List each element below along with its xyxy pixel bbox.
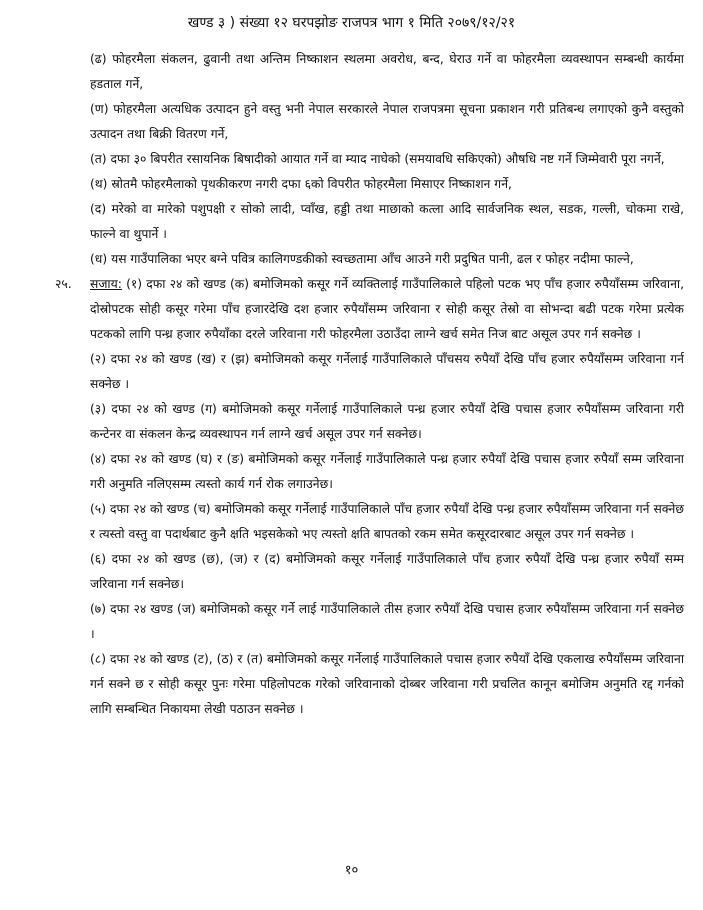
clause-dha: (ढ) फोहरमैला संकलन, ढुवानी तथा अन्तिम निष्काशन स्थलमा अवरोध, बन्द, घेराउ गर्ने वा फोहरमैला व्यवस्थापन सम्बन्धी कार्यमा हडताल गर्ने, <box>90 52 684 91</box>
section-25-subclause-3: (३) दफा २४ को खण्ड (ग) बमोजिमको कसूर गर्नेलाई गाउँपालिकाले पन्ध्र हजार रुपैयाँ देखि पचास हजार रुपैयाँसम्म जरिवाना गरी कन्टेनर वा संकलन केन्द्र व्यवस्थापन गर्न लाग्ने खर्च असूल उपर गर्न सक्नेछ। <box>90 402 684 441</box>
section-25 <box>55 272 684 347</box>
section-title: सजाय: <box>90 277 122 291</box>
page-number: १० <box>344 863 359 878</box>
clause-ta: (त) दफा ३० बिपरीत रसायनिक बिषादीको आयात गर्ने वा म्याद नाघेको (समयावधि सकिएको) औषधि नष्ट गर्ने जिम्मेवारी पूरा नगर्ने, <box>90 152 665 166</box>
section-number: २५. <box>55 277 72 291</box>
section-25-subclause-4: (४) दफा २४ को खण्ड (घ) र (ङ) बमोजिमको कसूर गर्नेलाई गाउँपालिकाले पन्ध्र हजार रुपैयाँ देखि पचास हजार रुपैयाँ सम्म जरिवाना गरी अनुमति नलिएसम्म त्यस्तो कार्य गर्न रोक लगाउनेछ। <box>90 452 684 491</box>
section-25-subclause-6: (६) दफा २४ को खण्ड (छ), (ज) र (द) बमोजिमको कसूर गर्नेलाई गाउँपालिकाले पाँच हजार रुपैयाँ देखि पन्ध्र हजार रुपैयाँ सम्म जरिवाना गर्न सक्नेछ। <box>90 552 684 591</box>
section-25-subclause-2: (२) दफा २४ को खण्ड (ख) र (झ) बमोजिमको कसूर गर्नेलाई गाउँपालिकाले पाँचसय रुपैयाँ देखि पाँच हजार रुपैयाँसम्म जरिवाना गर्न सक्नेछ । <box>90 352 684 391</box>
section-25-subclause-7: (७) दफा २४ खण्ड (ज) बमोजिमको कसूर गर्ने लाई गाउँपालिकाले तीस हजार रुपैयाँ देखि पचास हजार रुपैयाँसम्म जरिवाना गर्न सक्नेछ । <box>90 602 684 641</box>
section-25-subclause-8: (८) दफा २४ को खण्ड (ट), (ठ) र (त) बमोजिमको कसूर गर्नेलाई गाउँपालिकाले पचास हजार रुपैयाँ देखि एकलाख रुपैयाँसम्म जरिवाना गर्न सक्ने छ र सोही कसूर पुनः गरेमा पहिलोपटक गरेको जरिवानाको दोब्बर जरिवाना गरी प्रचलित कानून बमोजिम अनुमति रद्द गर्नको लागि सम्बन्धित निकायमा लेखी पठाउन सक्नेछ । <box>90 652 684 716</box>
clause-tha: (थ) स्रोतमै फोहरमैलाको पृथकीकरण नगरी दफा ६को विपरीत फोहरमैला मिसाएर निष्काशन गर्ने, <box>90 177 512 191</box>
gazette-header: खण्ड ३ ) संख्या १२ घरपझोङ राजपत्र भाग १ मिति २०७९/१२/२१ <box>187 15 516 31</box>
clause-da: (द) मरेको वा मारेको पशुपक्षी र सोको लादी, प्वाँख, हड्डी तथा माछाको कत्ला आदि सार्वजनिक स्थल, सडक, गल्ली, चोकमा राखे, फाल्ने वा थुपार्ने । <box>90 202 684 241</box>
section-25-subclause-1: (१) दफा २४ को खण्ड (क) बमोजिमको कसूर गर्ने व्यक्तिलाई गाउँपालिकाले पहिलो पटक भए पाँच हजार रुपैयाँसम्म जरिवाना, दोस्रोपटक सोही कसूर गरेमा पाँच हजारदेखि दश हजार रुपैयाँसम्म जरिवाना र सोही कसूर तेस्रो वा सोभन्दा बढी पटक गरेमा प्रत्येक पटकको लागि पन्ध्र हजार रुपैयाँका दरले जरिवाना गरी फोहरमैला उठाउँदा लाग्ने खर्च समेत निज बाट असूल उपर गर्न सक्नेछ । <box>90 277 684 341</box>
clause-dha2: (ध) यस गाउँपालिका भएर बग्ने पवित्र कालिगण्डकीको स्वच्छतामा आँच आउने गरी प्रदुषित पानी, ढल र फोहर नदीमा फाल्ने, <box>90 252 634 266</box>
clause-na: (ण) फोहरमैला अत्यधिक उत्पादन हुने वस्तु भनी नेपाल सरकारले नेपाल राजपत्रमा सूचना प्रकाशन गरी प्रतिबन्ध लगाएको कुनै वस्तुको उत्पादन तथा बिक्री वितरण गर्ने, <box>90 102 684 141</box>
section-25-subclause-5: (५) दफा २४ को खण्ड (च) बमोजिमको कसूर गर्नेलाई गाउँपालिकाले पाँच हजार रुपैयाँ देखि पन्ध्र हजार रुपैयाँसम्म जरिवाना गर्न सक्नेछ र त्यस्तो वस्तु वा पदार्थबाट कुनै क्षति भइसकेको भए त्यस्तो क्षति बापतको रकम समेत कसूरदारबाट असूल उपर गर्न सक्नेछ । <box>90 502 684 541</box>
document-body <box>55 47 684 722</box>
